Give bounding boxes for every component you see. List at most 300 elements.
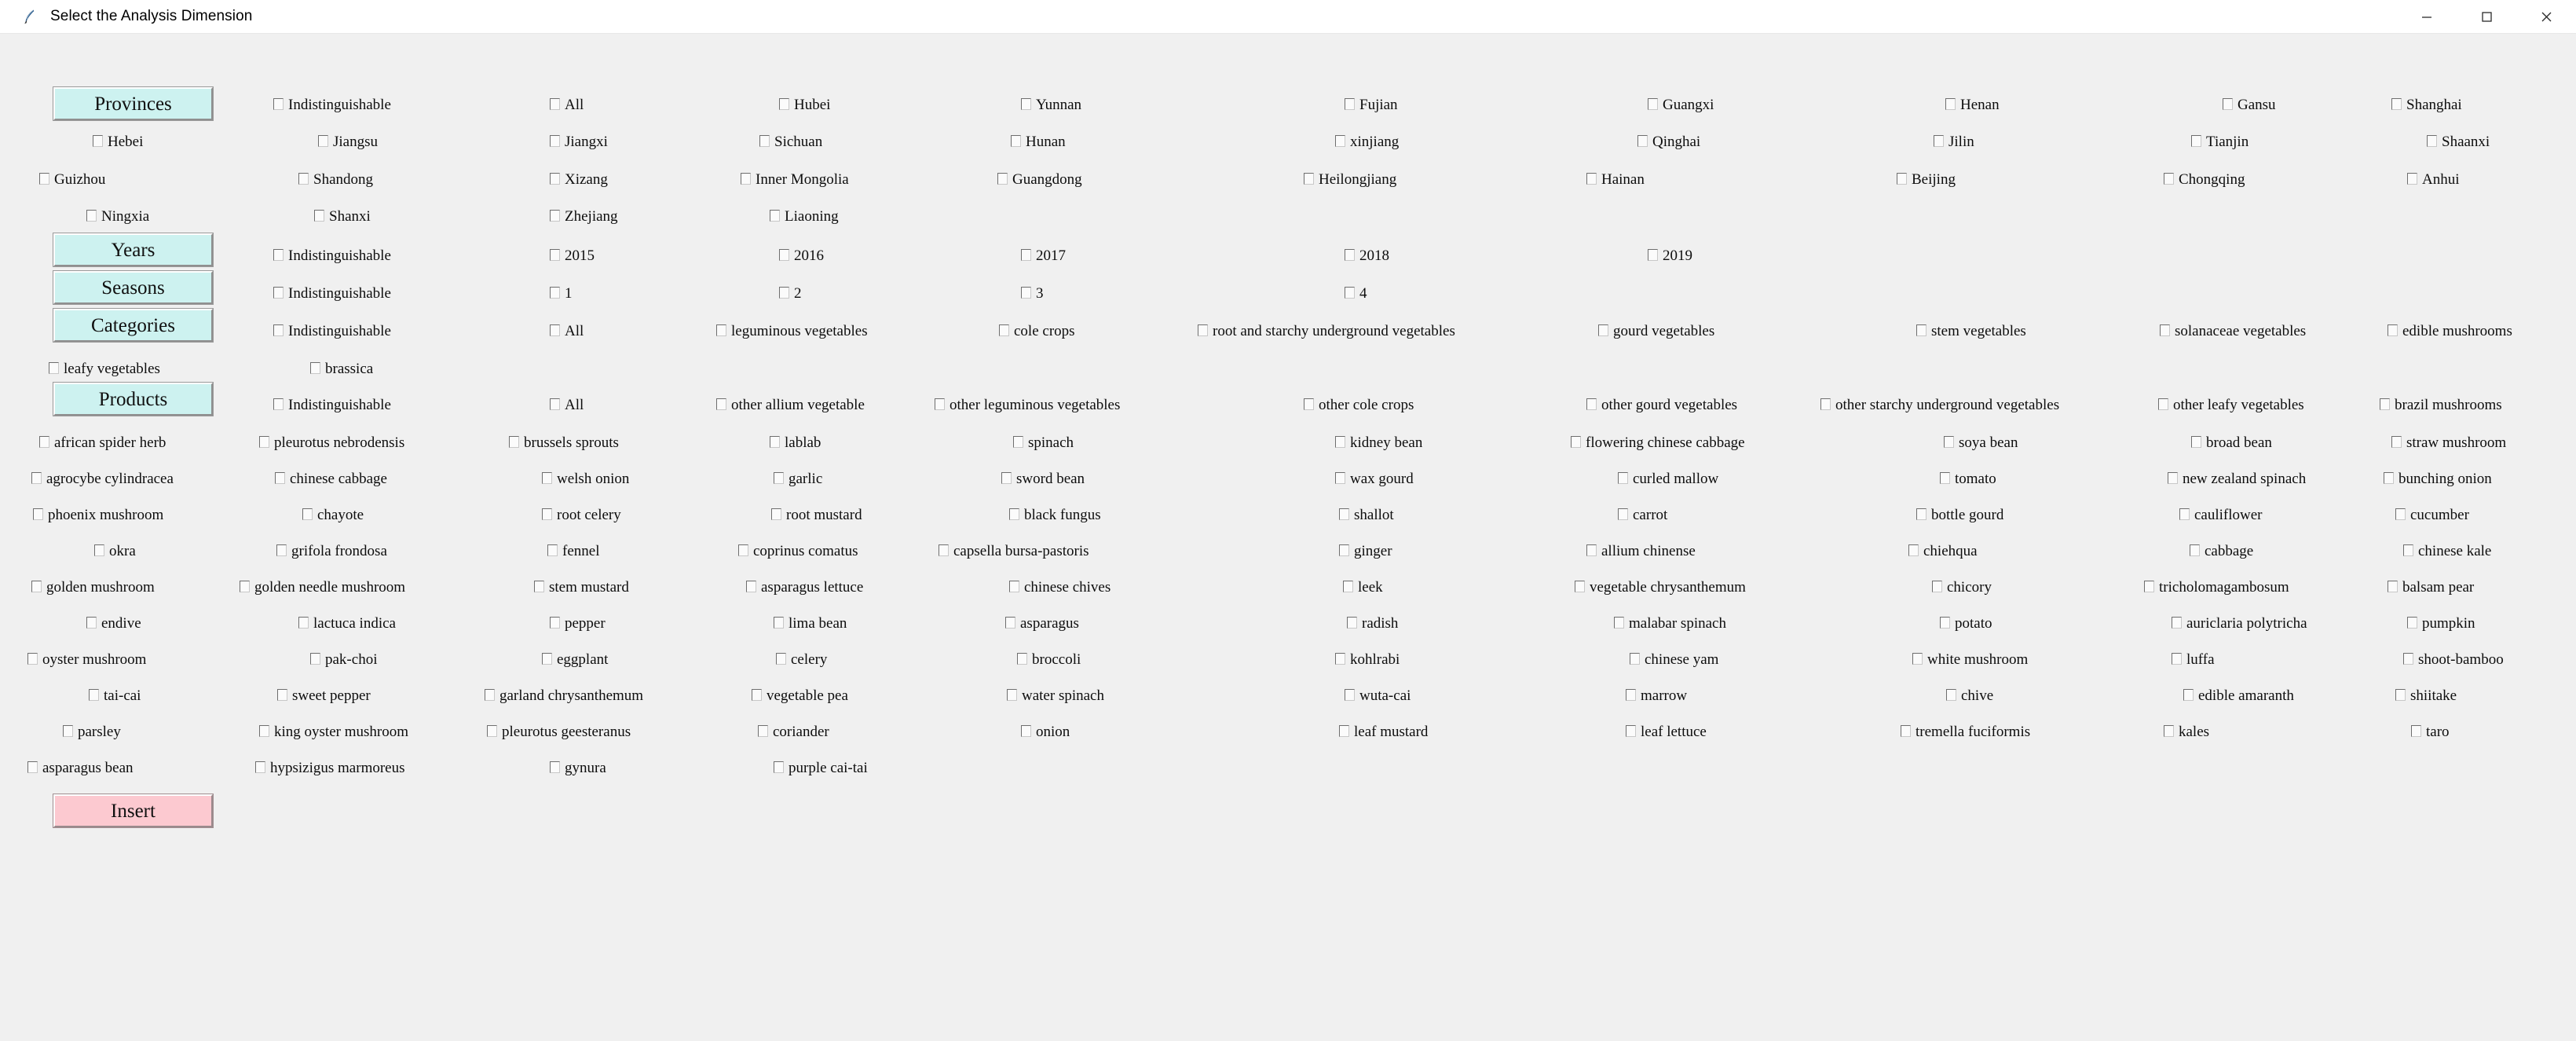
- checkbox-box[interactable]: [1001, 472, 1012, 484]
- checkbox-products-grifola-frondosa[interactable]: [276, 541, 387, 560]
- checkbox-box[interactable]: [1912, 653, 1923, 665]
- checkbox-box[interactable]: [1598, 324, 1608, 336]
- checkbox-box[interactable]: [547, 544, 558, 556]
- checkbox-provinces-anhui[interactable]: [2407, 170, 2460, 189]
- checkbox-products-endive[interactable]: [86, 614, 141, 632]
- checkbox-box[interactable]: [1575, 581, 1585, 592]
- checkbox-categories-solanaceae-vegetables[interactable]: [2160, 321, 2306, 340]
- checkbox-products-shoot-bamboo[interactable]: [2403, 650, 2504, 669]
- checkbox-products-other-gourd-vegetables[interactable]: [1586, 395, 1737, 414]
- checkbox-products-bottle-gourd[interactable]: [1916, 505, 2003, 524]
- checkbox-box[interactable]: [1637, 135, 1648, 147]
- checkbox-box[interactable]: [2403, 544, 2413, 556]
- checkbox-products-broad-bean[interactable]: [2191, 433, 2272, 452]
- checkbox-products-other-starchy-underground-vegetables[interactable]: [1820, 395, 2059, 414]
- checkbox-products-sweet-pepper[interactable]: [277, 686, 371, 705]
- checkbox-box[interactable]: [310, 362, 320, 374]
- checkbox-products-pepper[interactable]: [550, 614, 606, 632]
- checkbox-box[interactable]: [1017, 653, 1027, 665]
- checkbox-box[interactable]: [716, 398, 726, 410]
- checkbox-box[interactable]: [779, 98, 789, 110]
- checkbox-provinces-xizang[interactable]: [550, 170, 608, 189]
- checkbox-products-sword-bean[interactable]: [1001, 469, 1085, 488]
- checkbox-products-asparagus-lettuce[interactable]: [746, 577, 863, 596]
- checkbox-categories-leguminous-vegetables[interactable]: [716, 321, 868, 340]
- checkbox-box[interactable]: [1940, 617, 1950, 629]
- checkbox-box[interactable]: [1614, 617, 1624, 629]
- checkbox-provinces-ningxia[interactable]: [86, 207, 149, 225]
- checkbox-box[interactable]: [1021, 725, 1031, 737]
- checkbox-categories-cole-crops[interactable]: [999, 321, 1075, 340]
- checkbox-products-all[interactable]: [550, 395, 584, 414]
- checkbox-box[interactable]: [1343, 581, 1353, 592]
- checkbox-box[interactable]: [1198, 324, 1208, 336]
- checkbox-box[interactable]: [550, 398, 560, 410]
- checkbox-box[interactable]: [550, 324, 560, 336]
- checkbox-categories-gourd-vegetables[interactable]: [1598, 321, 1714, 340]
- checkbox-products-straw-mushroom[interactable]: [2391, 433, 2506, 452]
- checkbox-products-other-cole-crops[interactable]: [1304, 395, 1414, 414]
- checkbox-box[interactable]: [741, 173, 751, 185]
- checkbox-provinces-chongqing[interactable]: [2164, 170, 2245, 189]
- checkbox-products-bunching-onion[interactable]: [2384, 469, 2492, 488]
- checkbox-box[interactable]: [1335, 653, 1345, 665]
- checkbox-products-auriclaria-polytricha[interactable]: [2172, 614, 2307, 632]
- checkbox-provinces-hubei[interactable]: [779, 95, 830, 114]
- checkbox-box[interactable]: [1916, 324, 1927, 336]
- checkbox-box[interactable]: [1345, 689, 1355, 701]
- checkbox-provinces-guangdong[interactable]: [997, 170, 1082, 189]
- checkbox-years-2019[interactable]: [1648, 246, 1692, 265]
- section-button-categories[interactable]: Categories: [53, 309, 213, 342]
- checkbox-provinces-fujian[interactable]: [1345, 95, 1398, 114]
- checkbox-box[interactable]: [298, 617, 309, 629]
- checkbox-box[interactable]: [758, 725, 768, 737]
- checkbox-box[interactable]: [2391, 436, 2402, 448]
- checkbox-products-coprinus-comatus[interactable]: [738, 541, 858, 560]
- checkbox-box[interactable]: [2403, 653, 2413, 665]
- checkbox-provinces-qinghai[interactable]: [1637, 132, 1700, 151]
- checkbox-box[interactable]: [534, 581, 544, 592]
- checkbox-box[interactable]: [2191, 135, 2201, 147]
- checkbox-box[interactable]: [997, 173, 1008, 185]
- checkbox-products-vegetable-chrysanthemum[interactable]: [1575, 577, 1746, 596]
- checkbox-box[interactable]: [1304, 398, 1314, 410]
- checkbox-box[interactable]: [1648, 249, 1658, 261]
- checkbox-products-edible-amaranth[interactable]: [2183, 686, 2294, 705]
- checkbox-products-cucumber[interactable]: [2395, 505, 2469, 524]
- checkbox-products-other-leafy-vegetables[interactable]: [2158, 395, 2304, 414]
- checkbox-box[interactable]: [716, 324, 726, 336]
- checkbox-provinces-shaanxi[interactable]: [2427, 132, 2490, 151]
- checkbox-products-wuta-cai[interactable]: [1345, 686, 1411, 705]
- checkbox-products-okra[interactable]: [94, 541, 136, 560]
- checkbox-products-lactuca-indica[interactable]: [298, 614, 396, 632]
- checkbox-box[interactable]: [298, 173, 309, 185]
- checkbox-box[interactable]: [2179, 508, 2190, 520]
- checkbox-box[interactable]: [318, 135, 328, 147]
- checkbox-products-coriander[interactable]: [758, 722, 829, 741]
- checkbox-products-carrot[interactable]: [1618, 505, 1667, 524]
- checkbox-box[interactable]: [2172, 653, 2182, 665]
- checkbox-box[interactable]: [1586, 544, 1597, 556]
- checkbox-box[interactable]: [27, 761, 38, 773]
- checkbox-box[interactable]: [1618, 508, 1628, 520]
- checkbox-products-chinese-cabbage[interactable]: [275, 469, 387, 488]
- checkbox-products-chinese-kale[interactable]: [2403, 541, 2491, 560]
- checkbox-provinces-heilongjiang[interactable]: [1304, 170, 1396, 189]
- checkbox-provinces-jilin[interactable]: [1934, 132, 1974, 151]
- checkbox-products-chinese-yam[interactable]: [1630, 650, 1718, 669]
- checkbox-products-celery[interactable]: [776, 650, 827, 669]
- checkbox-box[interactable]: [1618, 472, 1628, 484]
- checkbox-products-marrow[interactable]: [1626, 686, 1687, 705]
- checkbox-box[interactable]: [2395, 689, 2406, 701]
- checkbox-categories-all[interactable]: [550, 321, 584, 340]
- checkbox-products-purple-cai-tai[interactable]: [774, 758, 868, 777]
- checkbox-box[interactable]: [759, 135, 770, 147]
- checkbox-box[interactable]: [255, 761, 265, 773]
- checkbox-provinces-gansu[interactable]: [2223, 95, 2276, 114]
- checkbox-categories-stem-vegetables[interactable]: [1916, 321, 2026, 340]
- checkbox-box[interactable]: [1007, 689, 1017, 701]
- checkbox-products-new-zealand-spinach[interactable]: [2168, 469, 2306, 488]
- checkbox-provinces-shandong[interactable]: [298, 170, 373, 189]
- checkbox-box[interactable]: [273, 287, 284, 299]
- checkbox-products-ginger[interactable]: [1339, 541, 1392, 560]
- checkbox-box[interactable]: [273, 324, 284, 336]
- checkbox-box[interactable]: [93, 135, 103, 147]
- checkbox-products-spinach[interactable]: [1013, 433, 1074, 452]
- checkbox-box[interactable]: [1021, 98, 1031, 110]
- checkbox-box[interactable]: [2411, 725, 2421, 737]
- checkbox-box[interactable]: [1013, 436, 1023, 448]
- checkbox-products-pleurotus-geesteranus[interactable]: [487, 722, 631, 741]
- checkbox-box[interactable]: [1347, 617, 1357, 629]
- checkbox-box[interactable]: [63, 725, 73, 737]
- checkbox-products-cauliflower[interactable]: [2179, 505, 2263, 524]
- checkbox-products-welsh-onion[interactable]: [542, 469, 629, 488]
- checkbox-provinces-guangxi[interactable]: [1648, 95, 1714, 114]
- checkbox-products-african-spider-herb[interactable]: [39, 433, 166, 452]
- checkbox-box[interactable]: [1586, 173, 1597, 185]
- checkbox-products-balsam-pear[interactable]: [2388, 577, 2474, 596]
- checkbox-box[interactable]: [2407, 173, 2417, 185]
- checkbox-products-tricholomagambosum[interactable]: [2144, 577, 2289, 596]
- checkbox-products-asparagus[interactable]: [1005, 614, 1079, 632]
- section-button-provinces[interactable]: Provinces: [53, 87, 213, 120]
- checkbox-box[interactable]: [2427, 135, 2437, 147]
- checkbox-box[interactable]: [1339, 544, 1349, 556]
- checkbox-box[interactable]: [542, 508, 552, 520]
- checkbox-box[interactable]: [314, 210, 324, 222]
- checkbox-products-brazil-mushrooms[interactable]: [2380, 395, 2502, 414]
- checkbox-seasons-3[interactable]: [1021, 284, 1044, 302]
- insert-button[interactable]: Insert: [53, 794, 213, 827]
- checkbox-box[interactable]: [31, 581, 42, 592]
- checkbox-products-vegetable-pea[interactable]: [752, 686, 848, 705]
- checkbox-box[interactable]: [302, 508, 313, 520]
- checkbox-box[interactable]: [1626, 725, 1636, 737]
- checkbox-box[interactable]: [31, 472, 42, 484]
- checkbox-products-chicory[interactable]: [1932, 577, 1992, 596]
- checkbox-box[interactable]: [276, 544, 287, 556]
- checkbox-box[interactable]: [550, 617, 560, 629]
- checkbox-provinces-all[interactable]: [550, 95, 584, 114]
- checkbox-products-luffa[interactable]: [2172, 650, 2215, 669]
- checkbox-products-stem-mustard[interactable]: [534, 577, 629, 596]
- checkbox-provinces-indistinguishable[interactable]: [273, 95, 391, 114]
- checkbox-products-pumpkin[interactable]: [2407, 614, 2475, 632]
- checkbox-box[interactable]: [2407, 617, 2417, 629]
- checkbox-box[interactable]: [273, 398, 284, 410]
- checkbox-box[interactable]: [1345, 287, 1355, 299]
- checkbox-box[interactable]: [550, 98, 560, 110]
- checkbox-provinces-hainan[interactable]: [1586, 170, 1645, 189]
- checkbox-box[interactable]: [746, 581, 756, 592]
- checkbox-box[interactable]: [33, 508, 43, 520]
- checkbox-box[interactable]: [550, 761, 560, 773]
- checkbox-products-radish[interactable]: [1347, 614, 1398, 632]
- checkbox-box[interactable]: [27, 653, 38, 665]
- checkbox-products-parsley[interactable]: [63, 722, 121, 741]
- checkbox-box[interactable]: [771, 508, 781, 520]
- checkbox-products-king-oyster-mushroom[interactable]: [259, 722, 408, 741]
- checkbox-box[interactable]: [1934, 135, 1944, 147]
- checkbox-box[interactable]: [49, 362, 59, 374]
- checkbox-box[interactable]: [39, 436, 49, 448]
- checkbox-box[interactable]: [550, 173, 560, 185]
- checkbox-products-lablab[interactable]: [770, 433, 821, 452]
- checkbox-products-capsella-bursa-pastoris[interactable]: [939, 541, 1089, 560]
- checkbox-box[interactable]: [487, 725, 497, 737]
- minimize-button[interactable]: [2397, 0, 2457, 33]
- checkbox-box[interactable]: [259, 436, 269, 448]
- checkbox-provinces-shanghai[interactable]: [2391, 95, 2462, 114]
- checkbox-box[interactable]: [1932, 581, 1942, 592]
- checkbox-box[interactable]: [89, 689, 99, 701]
- checkbox-categories-root-and-starchy-underground-vegetables[interactable]: [1198, 321, 1455, 340]
- checkbox-box[interactable]: [1304, 173, 1314, 185]
- checkbox-box[interactable]: [999, 324, 1009, 336]
- checkbox-products-kohlrabi[interactable]: [1335, 650, 1400, 669]
- checkbox-products-wax-gourd[interactable]: [1335, 469, 1414, 488]
- checkbox-products-lima-bean[interactable]: [774, 614, 847, 632]
- checkbox-box[interactable]: [2391, 98, 2402, 110]
- checkbox-box[interactable]: [1339, 508, 1349, 520]
- checkbox-box[interactable]: [1940, 472, 1950, 484]
- checkbox-products-hypsizigus-marmoreus[interactable]: [255, 758, 405, 777]
- checkbox-box[interactable]: [2190, 544, 2200, 556]
- checkbox-box[interactable]: [1820, 398, 1831, 410]
- checkbox-box[interactable]: [1908, 544, 1919, 556]
- checkbox-box[interactable]: [1345, 98, 1355, 110]
- checkbox-seasons-2[interactable]: [779, 284, 802, 302]
- checkbox-box[interactable]: [94, 544, 104, 556]
- checkbox-products-tremella-fuciformis[interactable]: [1901, 722, 2030, 741]
- checkbox-categories-leafy-vegetables[interactable]: [49, 359, 160, 378]
- checkbox-box[interactable]: [2164, 173, 2174, 185]
- checkbox-products-oyster-mushroom[interactable]: [27, 650, 146, 669]
- checkbox-box[interactable]: [509, 436, 519, 448]
- checkbox-provinces-jiangsu[interactable]: [318, 132, 378, 151]
- checkbox-products-fennel[interactable]: [547, 541, 599, 560]
- checkbox-box[interactable]: [1630, 653, 1640, 665]
- checkbox-box[interactable]: [1626, 689, 1636, 701]
- checkbox-box[interactable]: [86, 617, 97, 629]
- checkbox-products-leek[interactable]: [1343, 577, 1383, 596]
- checkbox-products-root-mustard[interactable]: [771, 505, 862, 524]
- checkbox-box[interactable]: [275, 472, 285, 484]
- section-button-years[interactable]: Years: [53, 233, 213, 266]
- checkbox-box[interactable]: [542, 472, 552, 484]
- checkbox-products-golden-needle-mushroom[interactable]: [240, 577, 405, 596]
- checkbox-years-2016[interactable]: [779, 246, 824, 265]
- checkbox-seasons-indistinguishable[interactable]: [273, 284, 391, 302]
- checkbox-box[interactable]: [774, 617, 784, 629]
- checkbox-box[interactable]: [2168, 472, 2178, 484]
- checkbox-provinces-hebei[interactable]: [93, 132, 143, 151]
- checkbox-box[interactable]: [86, 210, 97, 222]
- checkbox-products-kidney-bean[interactable]: [1335, 433, 1422, 452]
- checkbox-years-2015[interactable]: [550, 246, 595, 265]
- checkbox-box[interactable]: [1586, 398, 1597, 410]
- checkbox-products-curled-mallow[interactable]: [1618, 469, 1718, 488]
- checkbox-box[interactable]: [1009, 508, 1019, 520]
- checkbox-box[interactable]: [2380, 398, 2390, 410]
- checkbox-box[interactable]: [550, 249, 560, 261]
- checkbox-years-2017[interactable]: [1021, 246, 1066, 265]
- checkbox-box[interactable]: [1946, 689, 1956, 701]
- checkbox-products-gynura[interactable]: [550, 758, 606, 777]
- checkbox-provinces-guizhou[interactable]: [39, 170, 105, 189]
- checkbox-box[interactable]: [2160, 324, 2170, 336]
- checkbox-years-indistinguishable[interactable]: [273, 246, 391, 265]
- checkbox-products-other-allium-vegetable[interactable]: [716, 395, 865, 414]
- checkbox-box[interactable]: [1345, 249, 1355, 261]
- checkbox-box[interactable]: [2388, 324, 2398, 336]
- checkbox-products-other-leguminous-vegetables[interactable]: [935, 395, 1120, 414]
- checkbox-box[interactable]: [939, 544, 949, 556]
- checkbox-box[interactable]: [1944, 436, 1954, 448]
- checkbox-products-agrocybe-cylindracea[interactable]: [31, 469, 174, 488]
- checkbox-box[interactable]: [935, 398, 945, 410]
- checkbox-box[interactable]: [1021, 287, 1031, 299]
- checkbox-products-shiitake[interactable]: [2395, 686, 2457, 705]
- checkbox-categories-brassica[interactable]: [310, 359, 373, 378]
- checkbox-years-2018[interactable]: [1345, 246, 1389, 265]
- checkbox-box[interactable]: [770, 436, 780, 448]
- checkbox-box[interactable]: [277, 689, 287, 701]
- checkbox-box[interactable]: [738, 544, 748, 556]
- checkbox-box[interactable]: [2164, 725, 2174, 737]
- checkbox-provinces-beijing[interactable]: [1897, 170, 1956, 189]
- section-button-seasons[interactable]: Seasons: [53, 271, 213, 304]
- checkbox-provinces-henan[interactable]: [1945, 95, 2000, 114]
- checkbox-products-white-mushroom[interactable]: [1912, 650, 2028, 669]
- checkbox-provinces-zhejiang[interactable]: [550, 207, 618, 225]
- checkbox-products-indistinguishable[interactable]: [273, 395, 391, 414]
- checkbox-box[interactable]: [273, 98, 284, 110]
- checkbox-products-phoenix-mushroom[interactable]: [33, 505, 163, 524]
- checkbox-products-broccoli[interactable]: [1017, 650, 1081, 669]
- checkbox-box[interactable]: [2395, 508, 2406, 520]
- checkbox-box[interactable]: [774, 761, 784, 773]
- checkbox-box[interactable]: [2172, 617, 2182, 629]
- checkbox-products-kales[interactable]: [2164, 722, 2209, 741]
- checkbox-box[interactable]: [1648, 98, 1658, 110]
- checkbox-box[interactable]: [1335, 436, 1345, 448]
- checkbox-categories-edible-mushrooms[interactable]: [2388, 321, 2512, 340]
- checkbox-products-water-spinach[interactable]: [1007, 686, 1104, 705]
- checkbox-provinces-tianjin[interactable]: [2191, 132, 2249, 151]
- checkbox-seasons-1[interactable]: [550, 284, 573, 302]
- checkbox-box[interactable]: [240, 581, 250, 592]
- checkbox-box[interactable]: [1897, 173, 1907, 185]
- checkbox-box[interactable]: [1011, 135, 1021, 147]
- checkbox-products-leaf-lettuce[interactable]: [1626, 722, 1707, 741]
- close-button[interactable]: [2516, 0, 2576, 33]
- checkbox-products-golden-mushroom[interactable]: [31, 577, 155, 596]
- checkbox-products-garland-chrysanthemum[interactable]: [485, 686, 643, 705]
- checkbox-provinces-sichuan[interactable]: [759, 132, 822, 151]
- checkbox-box[interactable]: [776, 653, 786, 665]
- section-button-products[interactable]: Products: [53, 383, 213, 416]
- checkbox-box[interactable]: [770, 210, 780, 222]
- checkbox-products-asparagus-bean[interactable]: [27, 758, 134, 777]
- checkbox-box[interactable]: [1335, 472, 1345, 484]
- checkbox-products-shallot[interactable]: [1339, 505, 1394, 524]
- checkbox-products-onion[interactable]: [1021, 722, 1070, 741]
- checkbox-box[interactable]: [2384, 472, 2394, 484]
- checkbox-products-flowering-chinese-cabbage[interactable]: [1571, 433, 1745, 452]
- checkbox-box[interactable]: [1005, 617, 1015, 629]
- checkbox-products-chiehqua[interactable]: [1908, 541, 1978, 560]
- checkbox-box[interactable]: [779, 249, 789, 261]
- checkbox-provinces-jiangxi[interactable]: [550, 132, 608, 151]
- checkbox-seasons-4[interactable]: [1345, 284, 1367, 302]
- checkbox-box[interactable]: [1339, 725, 1349, 737]
- checkbox-box[interactable]: [1335, 135, 1345, 147]
- checkbox-box[interactable]: [2191, 436, 2201, 448]
- checkbox-box[interactable]: [550, 287, 560, 299]
- checkbox-box[interactable]: [273, 249, 284, 261]
- checkbox-products-garlic[interactable]: [774, 469, 822, 488]
- checkbox-products-root-celery[interactable]: [542, 505, 621, 524]
- checkbox-products-chinese-chives[interactable]: [1009, 577, 1111, 596]
- checkbox-provinces-inner-mongolia[interactable]: [741, 170, 849, 189]
- checkbox-box[interactable]: [1021, 249, 1031, 261]
- checkbox-provinces-shanxi[interactable]: [314, 207, 371, 225]
- checkbox-products-eggplant[interactable]: [542, 650, 608, 669]
- checkbox-products-cabbage[interactable]: [2190, 541, 2253, 560]
- checkbox-box[interactable]: [752, 689, 762, 701]
- checkbox-box[interactable]: [2388, 581, 2398, 592]
- maximize-button[interactable]: [2457, 0, 2516, 33]
- checkbox-products-pak-choi[interactable]: [310, 650, 377, 669]
- checkbox-box[interactable]: [550, 210, 560, 222]
- checkbox-box[interactable]: [550, 135, 560, 147]
- checkbox-products-chive[interactable]: [1946, 686, 1993, 705]
- checkbox-products-pleurotus-nebrodensis[interactable]: [259, 433, 404, 452]
- checkbox-categories-indistinguishable[interactable]: [273, 321, 391, 340]
- checkbox-products-soya-bean[interactable]: [1944, 433, 2018, 452]
- checkbox-box[interactable]: [542, 653, 552, 665]
- checkbox-box[interactable]: [1945, 98, 1956, 110]
- checkbox-provinces-hunan[interactable]: [1011, 132, 1066, 151]
- checkbox-box[interactable]: [2158, 398, 2168, 410]
- checkbox-products-tai-cai[interactable]: [89, 686, 141, 705]
